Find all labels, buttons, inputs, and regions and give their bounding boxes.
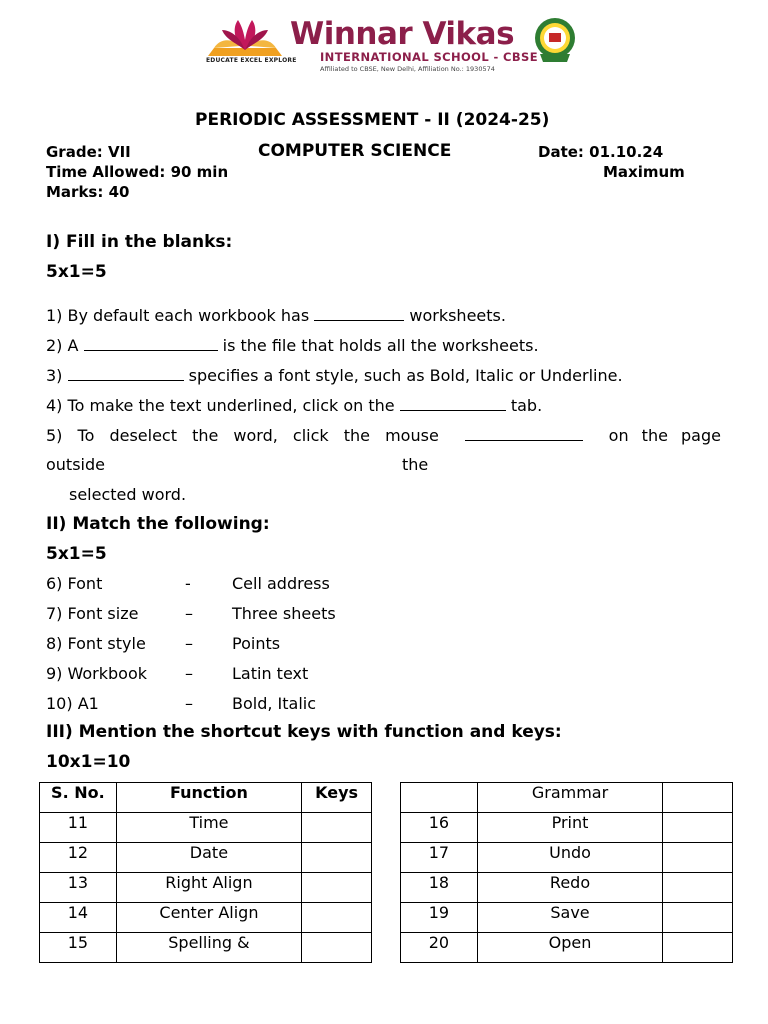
row-keys-cell[interactable]: [663, 843, 733, 873]
match-definition: Three sheets: [232, 604, 336, 623]
table-row: [40, 843, 372, 873]
affiliation-text: Affiliated to CBSE, New Delhi, Affiliation No.: 1930574: [320, 65, 495, 73]
question-5-line-3: selected word.: [69, 485, 187, 504]
match-term: 10) A1: [46, 694, 99, 713]
match-definition: Latin text: [232, 664, 309, 683]
column-header-sno: S. No.: [40, 783, 117, 813]
row-number: [401, 783, 478, 813]
section-2-marks: 5x1=5: [46, 544, 107, 564]
question-4-text-end: tab.: [510, 396, 543, 415]
row-function: Spelling &: [116, 933, 301, 963]
match-dash: -: [185, 574, 191, 593]
row-function: Open: [477, 933, 663, 963]
row-keys-cell[interactable]: [663, 873, 733, 903]
table-row: [401, 843, 733, 873]
question-1: [46, 306, 506, 325]
answer-blank-3[interactable]: [68, 366, 184, 381]
question-1-text: 1) By default each workbook has: [46, 306, 310, 325]
row-keys-cell[interactable]: [663, 933, 733, 963]
row-function: Save: [477, 903, 663, 933]
table-row: [401, 873, 733, 903]
row-function: Redo: [477, 873, 663, 903]
question-2-text: 2) A: [46, 336, 79, 355]
answer-blank-4[interactable]: [400, 396, 506, 411]
row-keys-cell[interactable]: [302, 843, 372, 873]
question-5-text-end: on the page: [608, 426, 721, 445]
row-number: 14: [40, 903, 117, 933]
answer-blank-5[interactable]: [465, 426, 583, 441]
row-function: Date: [116, 843, 301, 873]
school-tagline: EDUCATE EXCEL EXPLORE: [206, 57, 297, 64]
row-number: 16: [401, 813, 478, 843]
match-definition: Bold, Italic: [232, 694, 317, 713]
table-row: [40, 813, 372, 843]
row-keys-cell[interactable]: [663, 903, 733, 933]
match-dash: –: [185, 694, 193, 713]
page-title: PERIODIC ASSESSMENT - II (2024-25): [195, 110, 550, 130]
date-label: Date: 01.10.24: [538, 143, 664, 161]
question-5-text: 5) To deselect the word, click the mouse: [46, 426, 439, 445]
row-function: Time: [116, 813, 301, 843]
table-row: [401, 903, 733, 933]
row-number: 17: [401, 843, 478, 873]
row-number: 11: [40, 813, 117, 843]
match-term: 8) Font style: [46, 634, 146, 653]
question-4: [46, 396, 542, 415]
row-keys-cell[interactable]: [663, 813, 733, 843]
question-2: [46, 336, 539, 355]
table-row: [40, 873, 372, 903]
row-function: Print: [477, 813, 663, 843]
marks-label: Marks: 40: [46, 183, 130, 201]
shortcut-table-right: [400, 782, 733, 963]
table-row: [401, 933, 733, 963]
match-term: 9) Workbook: [46, 664, 148, 683]
section-3-marks: 10x1=10: [46, 752, 131, 772]
school-subtitle: INTERNATIONAL SCHOOL - CBSE: [320, 50, 538, 64]
match-dash: –: [185, 664, 193, 683]
column-header-keys: Keys: [302, 783, 372, 813]
table-row: [401, 813, 733, 843]
table-header-row: [40, 783, 372, 813]
row-number: 13: [40, 873, 117, 903]
grade-label: Grade: VII: [46, 143, 131, 161]
row-keys-cell[interactable]: [302, 813, 372, 843]
row-function: Grammar: [477, 783, 663, 813]
subject-label: COMPUTER SCIENCE: [258, 141, 452, 161]
answer-blank-2[interactable]: [84, 336, 218, 351]
column-header-function: Function: [116, 783, 301, 813]
match-definition: Cell address: [232, 574, 330, 593]
maximum-label: Maximum: [603, 163, 685, 181]
match-definition: Points: [232, 634, 281, 653]
row-function: Center Align: [116, 903, 301, 933]
section-3-heading: III) Mention the shortcut keys with function and keys:: [46, 722, 562, 742]
row-keys-cell[interactable]: [302, 873, 372, 903]
question-3-text-end: specifies a font style, such as Bold, Italic or Underline.: [188, 366, 623, 385]
row-keys-cell[interactable]: [663, 783, 733, 813]
row-function: Right Align: [116, 873, 301, 903]
row-number: 15: [40, 933, 117, 963]
shortcut-table-left: [39, 782, 372, 963]
table-header-row: [401, 783, 733, 813]
row-number: 20: [401, 933, 478, 963]
table-row: [40, 933, 372, 963]
row-keys-cell[interactable]: [302, 933, 372, 963]
row-number: 12: [40, 843, 117, 873]
question-5-line-2-start: outside: [46, 455, 105, 474]
section-1-heading: I) Fill in the blanks:: [46, 232, 233, 252]
table-row: [40, 903, 372, 933]
question-5: [46, 426, 721, 445]
match-dash: –: [185, 634, 193, 653]
row-function: Undo: [477, 843, 663, 873]
question-3: [46, 366, 623, 385]
row-number: 19: [401, 903, 478, 933]
school-name: Winnar Vikas: [290, 16, 515, 52]
section-2-heading: II) Match the following:: [46, 514, 270, 534]
question-4-text: 4) To make the text underlined, click on the: [46, 396, 395, 415]
question-2-text-end: is the file that holds all the worksheets.: [222, 336, 539, 355]
answer-blank-1[interactable]: [314, 306, 404, 321]
section-1-marks: 5x1=5: [46, 262, 107, 282]
row-number: 18: [401, 873, 478, 903]
row-keys-cell[interactable]: [302, 903, 372, 933]
time-label: Time Allowed: 90 min: [46, 163, 229, 181]
match-term: 7) Font size: [46, 604, 139, 623]
question-5-line-2-end: the: [402, 455, 429, 474]
question-3-text: 3): [46, 366, 63, 385]
match-term: 6) Font: [46, 574, 103, 593]
match-dash: –: [185, 604, 193, 623]
cbse-seal-icon: [532, 16, 578, 64]
question-1-text-end: worksheets.: [409, 306, 506, 325]
